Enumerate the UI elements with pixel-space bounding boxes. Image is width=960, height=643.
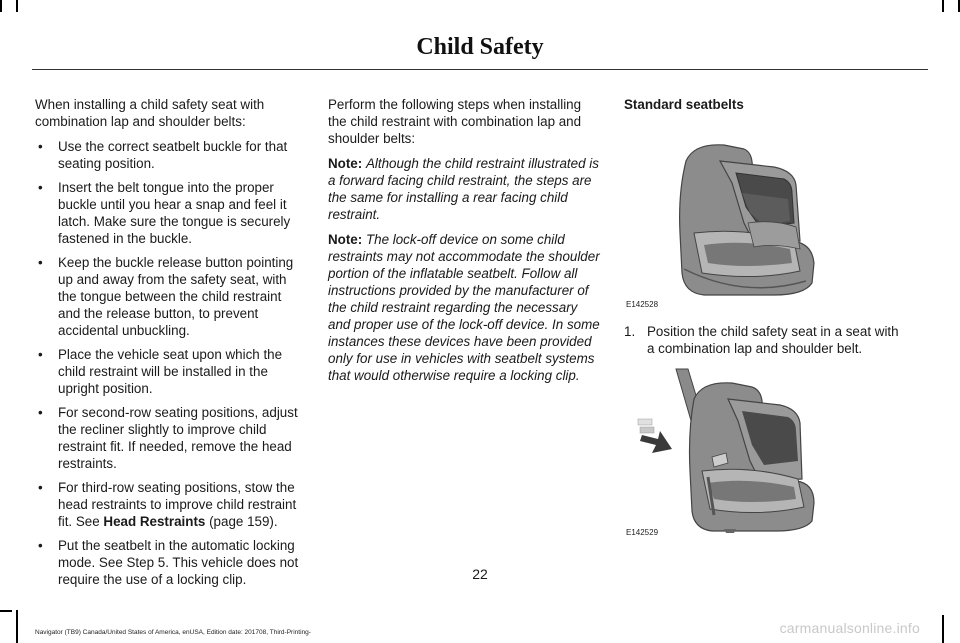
step-number: 1. bbox=[624, 324, 636, 339]
list-item: • For second-row seating positions, adjust the recliner slightly to improve child restraint fit. If needed, remove the head restraints. bbox=[35, 404, 307, 472]
note-label: Note: bbox=[328, 156, 363, 171]
page-reference: (page 159). bbox=[205, 514, 278, 529]
list-item: • Put the seatbelt in the automatic locking mode. See Step 5. This vehicle does not require the use of a locking clip. bbox=[35, 537, 307, 588]
figure-child-seat-belt bbox=[624, 365, 824, 541]
list-item: • Place the vehicle seat upon which the child restraint will be installed in the upright position. bbox=[35, 346, 307, 397]
step-text: Position the child safety seat in a seat with a combination lap and shoulder belt. bbox=[647, 324, 899, 356]
column-3 bbox=[624, 96, 904, 541]
crop-mark bbox=[0, 610, 12, 612]
arrow-down-icon bbox=[638, 419, 672, 453]
intro-paragraph: When installing a child safety seat with combination lap and shoulder belts: bbox=[35, 97, 265, 129]
note-text: Although the child restraint illustrated is a forward facing child restraint, the steps are the same for installing a rear facing child restraint. bbox=[328, 156, 599, 222]
page-number: 22 bbox=[472, 566, 488, 582]
list-item: • Use the correct seatbelt buckle for that seating position. bbox=[35, 138, 307, 172]
child-seat-illustration bbox=[624, 123, 824, 303]
note-text: The lock-off device on some child restraints may not accommodate the shoulder portion of the inflatable seatbelt. Follow all instructions provided by the manufacturer of the child restraint regarding the necessary and proper use of the lock-off device. In some instances these devices have been provided only for use in vehicles with seatbelt systems that would otherwise require a locking clip. bbox=[328, 232, 600, 383]
watermark: carmanualsonline.info bbox=[779, 620, 920, 636]
figure-child-seat bbox=[624, 123, 824, 313]
bullet-list bbox=[35, 138, 307, 588]
note-label: Note: bbox=[328, 232, 363, 247]
section-heading: Standard seatbelts bbox=[624, 97, 744, 112]
seatbelt-illustration bbox=[624, 365, 824, 533]
list-item bbox=[35, 479, 307, 530]
figure-code: E142529 bbox=[626, 528, 659, 537]
steps-intro: Perform the following steps when installing the child restraint with combination lap and shoulder belts: bbox=[328, 97, 582, 146]
head-restraints-link[interactable]: Head Restraints bbox=[103, 514, 206, 529]
crop-mark bbox=[0, 0, 2, 12]
note-1 bbox=[328, 155, 602, 223]
third-row-text: For third-row seating positions, stow the head restraints to improve child restraint fit. See bbox=[58, 480, 297, 529]
crop-mark bbox=[16, 610, 18, 643]
header-rule bbox=[32, 69, 928, 70]
figure-code: E142528 bbox=[626, 300, 659, 309]
footer-edition-info: Navigator (TB9) Canada/United States of America, enUSA, Edition date: 201708, Third-Printing- bbox=[35, 629, 311, 636]
list-item: • Keep the buckle release button pointing up and away from the safety seat, with the tongue between the child restraint and the release button, to prevent accidental unbuckling. bbox=[35, 254, 307, 339]
crop-mark bbox=[16, 0, 18, 12]
page-title: Child Safety bbox=[416, 34, 544, 60]
column-1 bbox=[35, 96, 307, 595]
step-1 bbox=[624, 323, 904, 357]
note-2 bbox=[328, 231, 602, 384]
column-2 bbox=[328, 96, 602, 392]
crop-mark bbox=[942, 0, 944, 12]
list-item: • Insert the belt tongue into the proper buckle until you hear a snap and feel it latch. Make sure the tongue is securely fastened in the buckle. bbox=[35, 179, 307, 247]
crop-mark bbox=[942, 615, 944, 643]
